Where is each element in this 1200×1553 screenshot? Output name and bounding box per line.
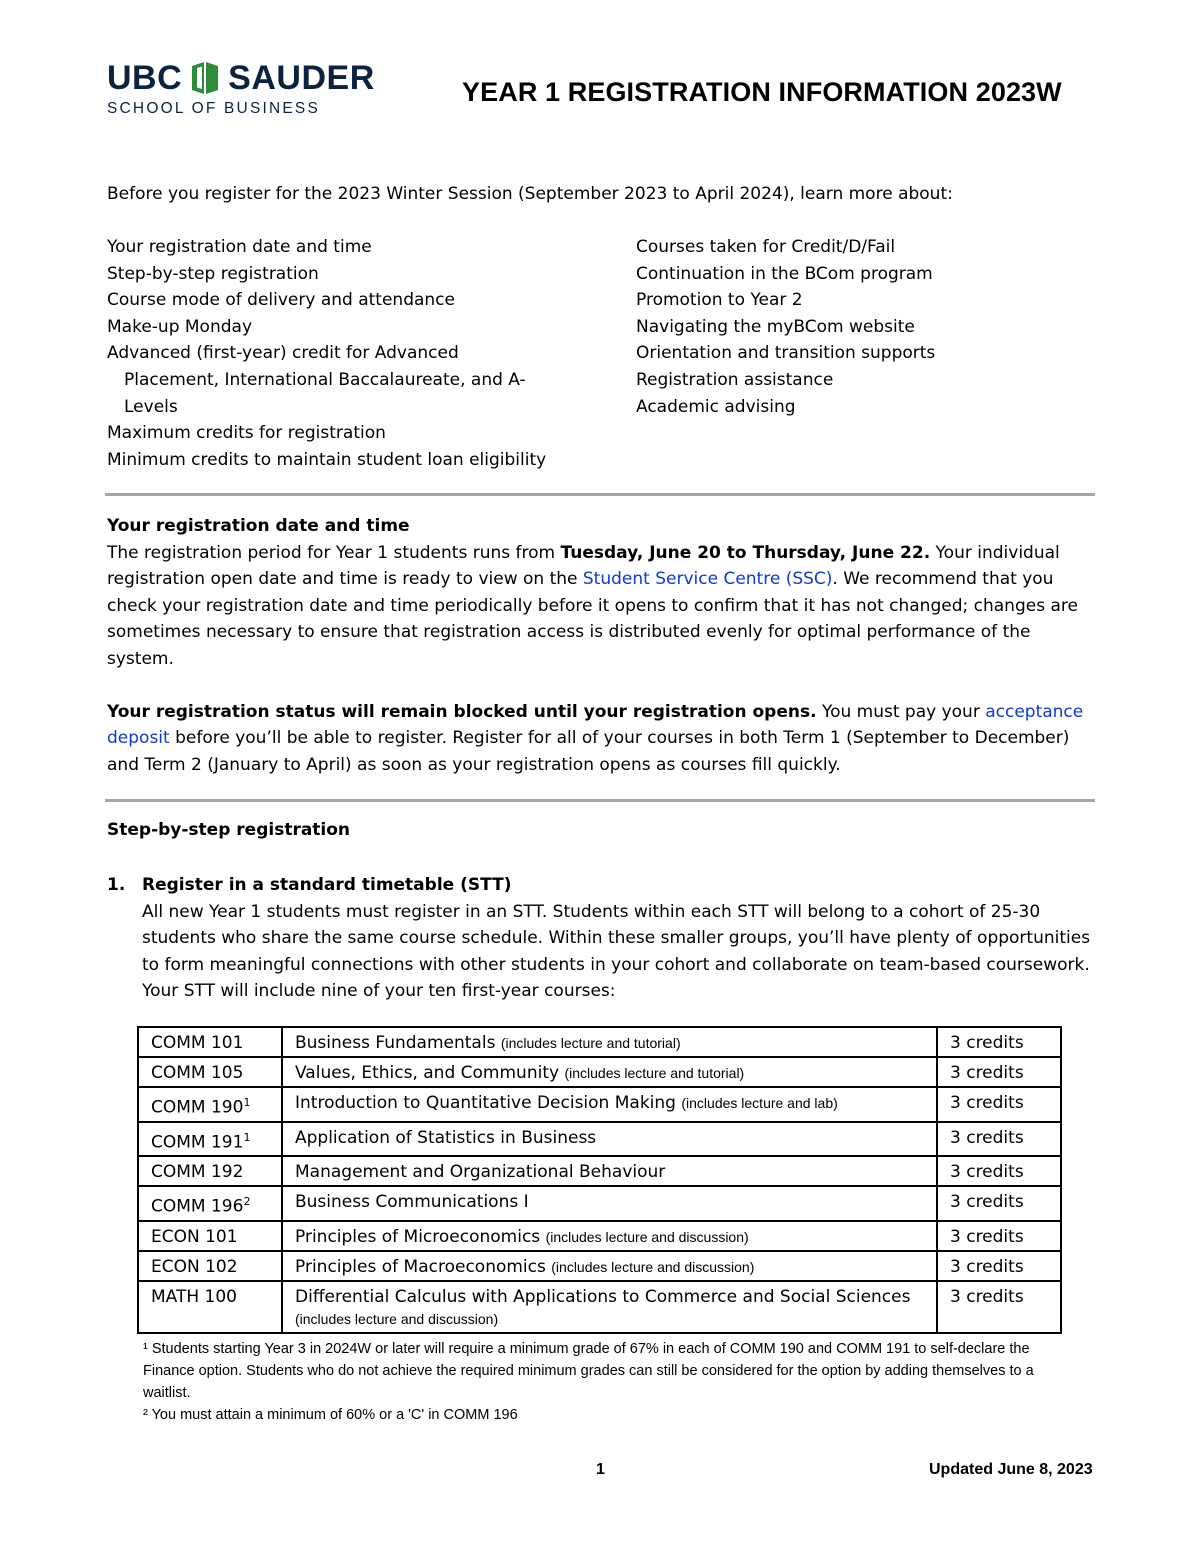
course-code-text: COMM 190 [151,1097,244,1118]
course-name-text: Principles of Macroeconomics [295,1256,546,1277]
course-name [282,1281,937,1333]
section-divider [105,799,1095,802]
course-name-text: Principles of Microeconomics [295,1226,541,1247]
course-credits: 3 credits [937,1251,1061,1281]
course-code-text: COMM 192 [151,1162,244,1183]
paragraph-text: Your individual registration open date and time is ready to view on the [107,542,1060,590]
course-note: (includes lecture and tutorial) [564,1065,745,1081]
course-code [138,1156,282,1186]
course-name [282,1221,937,1251]
course-name [282,1057,937,1087]
footnote-marker: 1 [243,1130,251,1144]
course-name-text: Values, Ethics, and Community [295,1063,560,1083]
course-credits: 3 credits [937,1221,1061,1251]
course-name [282,1156,937,1186]
course-name-text: Differential Calculus with Applications to Commerce and Social Sciences [295,1286,911,1307]
course-code [138,1221,282,1251]
paragraph-text: The registration period for Year 1 students runs from [107,542,561,563]
toc-item-continued[interactable]: Placement, International Baccalaureate, and A-Levels [124,369,526,417]
paragraph-text: . We recommend that you check your registration date and time periodically before it opens to confirm that it has not changed; changes are sometimes necessary to ensure that registration access is distributed evenly for optimal performance of the system. [107,569,1078,669]
course-name-text: Management and Organizational Behaviour [295,1162,666,1183]
course-code [138,1251,282,1281]
registration-dates: Tuesday, June 20 to Thursday, June 22. [560,542,931,563]
acceptance-deposit-link[interactable]: acceptance deposit [107,701,1084,749]
section-divider [105,493,1095,496]
toc-item[interactable]: Continuation in the BCom program [636,263,933,284]
footnote-marker: 2 [243,1195,251,1209]
step-body: All new Year 1 students must register in an STT. Students within each STT will belong to a cohort of 25-30 students who share the same course schedule. Within these smaller groups, you’ll have plenty of opportunities to form meaningful connections with other students in your cohort and collaborate on team-based coursework. Your STT will include nine of your ten first-year courses: [142,901,1091,1002]
course-code [138,1281,282,1333]
logo-sauder-text: SAUDER [228,59,375,97]
footnote-2: ² You must attain a minimum of 60% or a 'C' in COMM 196 [143,1407,518,1423]
step-1 [107,872,1097,1005]
toc-item[interactable]: Advanced (first-year) credit for Advanced [107,343,459,364]
section-heading: Your registration date and time [107,516,410,536]
course-code-text: COMM 101 [151,1033,244,1053]
paragraph-text: before you’ll be able to register. Register for all of your courses in both Term 1 (September to December) and Term 2 (January to April) as soon as your registration opens as courses fill quickly. [107,728,1070,775]
logo-mark-icon [190,62,220,94]
course-name-text: Introduction to Quantitative Decision Making [295,1093,676,1113]
course-code-text: COMM 105 [151,1063,244,1083]
table-row [138,1281,1061,1333]
toc-item[interactable]: Maximum credits for registration [107,423,386,444]
course-note: (includes lecture and tutorial) [500,1035,681,1051]
course-code [138,1186,282,1221]
page-number: 1 [596,1461,605,1478]
status-warning: Your registration status will remain blocked until your registration opens. [107,701,817,722]
course-code [138,1087,282,1122]
table-row [138,1027,1061,1057]
toc-item[interactable]: Course mode of delivery and attendance [107,290,455,311]
toc-item[interactable]: Your registration date and time [107,237,372,257]
step-title: Register in a standard timetable (STT) [142,875,512,895]
step-by-step-heading: Step-by-step registration [107,820,351,840]
course-name [282,1122,937,1157]
course-code-text: ECON 101 [151,1226,238,1247]
toc-item[interactable]: Orientation and transition supports [636,343,936,364]
toc-item[interactable]: Minimum credits to maintain student loan eligibility [107,449,547,470]
course-credits: 3 credits [937,1057,1061,1087]
course-name-text: Application of Statistics in Business [295,1127,597,1148]
course-name [282,1251,937,1281]
toc-right-column [636,234,1096,420]
course-note: (includes lecture and discussion) [551,1258,755,1275]
logo-school-text: SCHOOL OF BUSINESS [107,100,321,117]
logo-ubc-text: UBC [107,59,183,97]
table-row [138,1087,1061,1122]
table-row [138,1057,1061,1087]
footnote-marker: 1 [243,1096,251,1109]
course-note: (includes lecture and discussion) [295,1310,499,1327]
ubc-sauder-logo [107,60,375,118]
toc-item[interactable]: Registration assistance [636,369,834,390]
table-row [138,1251,1061,1281]
course-note: (includes lecture and lab) [681,1095,838,1111]
paragraph-text: You must pay your [816,701,986,722]
toc-item[interactable]: Promotion to Year 2 [636,290,803,311]
course-note: (includes lecture and discussion) [545,1228,749,1245]
toc-item[interactable]: Make-up Monday [107,316,252,337]
toc-item[interactable]: Navigating the myBCom website [636,316,915,337]
toc-left-column [107,234,587,473]
table-row [138,1186,1061,1221]
course-name-text: Business Communications I [295,1192,529,1213]
course-code-text: ECON 102 [151,1256,238,1277]
course-code [138,1057,282,1087]
course-credits: 3 credits [937,1156,1061,1186]
course-code-text: COMM 191 [151,1132,244,1153]
footnotes [143,1338,1068,1426]
course-credits: 3 credits [937,1027,1061,1057]
toc-item[interactable]: Courses taken for Credit/D/Fail [636,237,896,257]
course-credits: 3 credits [937,1122,1061,1157]
toc-item[interactable]: Step-by-step registration [107,263,319,284]
course-name [282,1027,937,1057]
registration-period-paragraph [107,540,1097,673]
course-credits: 3 credits [937,1186,1061,1221]
course-name [282,1186,937,1221]
footnote-1: ¹ Students starting Year 3 in 2024W or later will require a minimum grade of 67% in each of COMM 190 and COMM 191 to self-declare the Finance option. Students who do not achieve the required minimum grades can still be considered for the option by adding themselves to a waitlist. [143,1341,1034,1401]
registration-status-paragraph [107,699,1097,779]
course-credits: 3 credits [937,1087,1061,1122]
course-credits: 3 credits [937,1281,1061,1333]
ssc-link[interactable]: Student Service Centre (SSC) [582,569,833,590]
table-row [138,1122,1061,1157]
course-name-text: Business Fundamentals [295,1033,496,1053]
toc-item[interactable]: Academic advising [636,396,796,417]
updated-date: Updated June 8, 2023 [929,1461,1093,1478]
document-title: YEAR 1 REGISTRATION INFORMATION 2023W [462,77,1062,107]
course-name [282,1087,937,1122]
intro-text: Before you register for the 2023 Winter Session (September 2023 to April 2024), learn more about: [107,184,953,204]
course-code [138,1122,282,1157]
stt-course-table [137,1026,1062,1334]
table-row [138,1221,1061,1251]
step-number: 1. [107,875,126,895]
course-code-text: MATH 100 [151,1286,237,1307]
course-code-text: COMM 196 [151,1196,244,1217]
registration-date-section [107,513,1097,778]
table-row [138,1156,1061,1186]
course-code [138,1027,282,1057]
